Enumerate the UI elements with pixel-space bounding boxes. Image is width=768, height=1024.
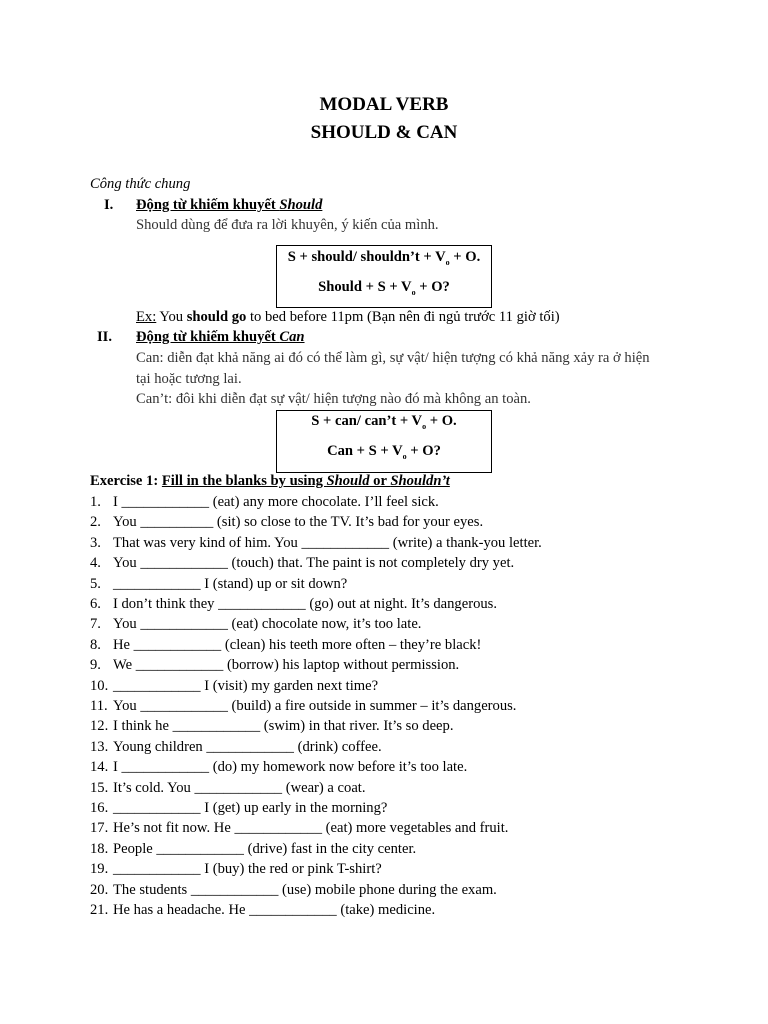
can-formula-box [276, 410, 492, 473]
should-formula-affirmative: S + should/ shouldn’t + $V_o + O$. [287, 249, 481, 267]
section-2-heading: Động từ khiếm khuyết Can [136, 329, 305, 345]
exercise-item-text: You __________ (sit) so close to the TV. It’s bad for your eyes. [113, 514, 484, 531]
section-2-description-line-2: tại hoặc tương lai. [136, 371, 242, 387]
should-formula-box [276, 245, 492, 308]
section-1-heading: Động từ khiếm khuyết Should [136, 197, 323, 213]
section-1-description: Should dùng để đưa ra lời khuyên, ý kiến của mình. [136, 217, 439, 233]
exercise-item-number: 16. [90, 800, 109, 816]
exercise-item-text: ____________ I (visit) my garden next time? [113, 677, 379, 694]
exercise-item [0, 615, 768, 635]
exercise-item [0, 697, 768, 717]
exercise-item-text: You ____________ (touch) that. The paint is not completely dry yet. [113, 555, 515, 572]
exercise-item-text: The students ____________ (use) mobile phone during the exam. [113, 881, 497, 898]
section-1-number: I. [104, 197, 114, 213]
exercise-item-text: That was very kind of him. You ____________ (write) a thank-you letter. [113, 534, 542, 551]
exercise-item-number: 10. [90, 677, 109, 694]
exercise-item-text: He’s not fit now. He ____________ (eat) more vegetables and fruit. [113, 820, 509, 837]
exercise-item [0, 554, 768, 574]
exercise-item [0, 575, 768, 595]
exercise-item [0, 656, 768, 676]
exercise-item-text: People ____________ (drive) fast in the city center. [113, 840, 417, 857]
page-title-line-1: MODAL VERB [319, 94, 449, 115]
exercise-item-text: I don’t think they ____________ (go) out at night. It’s dangerous. [113, 596, 497, 612]
exercise-item [0, 901, 768, 921]
exercise-item [0, 779, 768, 799]
exercise-item-number: 3. [90, 534, 101, 551]
exercise-item-number: 20. [90, 881, 109, 898]
exercise-item [0, 819, 768, 839]
exercise-item-number: 17. [90, 820, 109, 837]
exercise-item-number: 2. [90, 514, 101, 531]
exercise-item-number: 14. [90, 759, 109, 776]
exercise-item-number: 9. [90, 657, 101, 674]
exercise-item-text: ____________ I (buy) the red or pink T-shirt? [113, 861, 382, 878]
exercise-item [0, 738, 768, 758]
general-formula-heading: Công thức chung [90, 176, 191, 192]
exercise-item-text: He ____________ (clean) his teeth more often – they’re black! [113, 636, 482, 653]
section-2-description-line-1: Can: diễn đạt khả năng ai đó có thể làm gì, sự vật/ hiện tượng có khả năng xảy ra ở hiện [136, 350, 650, 366]
can-formula-affirmative: S + can/ can’t + $V_o + O$. [311, 413, 457, 431]
exercise-item-number: 21. [90, 902, 109, 918]
exercise-item-number: 1. [90, 494, 101, 510]
exercise-item-number: 6. [90, 596, 101, 612]
exercise-heading: Exercise 1: Fill in the blanks by using Should or Shouldn’t [90, 473, 450, 489]
exercise-item-text: I ____________ (do) my homework now before it’s too late. [113, 759, 468, 776]
exercise-item [0, 758, 768, 778]
exercise-item [0, 493, 768, 513]
exercise-item [0, 636, 768, 656]
exercise-item [0, 881, 768, 901]
exercise-item-text: ____________ I (stand) up or sit down? [113, 575, 348, 592]
exercise-item [0, 677, 768, 697]
exercise-item-text: ____________ I (get) up early in the morning? [113, 800, 388, 816]
exercise-item-text: We ____________ (borrow) his laptop without permission. [113, 657, 460, 674]
exercise-item-text: Young children ____________ (drink) coffee. [113, 738, 382, 755]
exercise-item-number: 7. [90, 616, 101, 633]
exercise-item-text: You ____________ (build) a fire outside in summer – it’s dangerous. [113, 698, 517, 714]
exercise-item [0, 717, 768, 737]
exercise-item-text: I ____________ (eat) any more chocolate. I’ll feel sick. [113, 494, 439, 510]
exercise-item-text: It’s cold. You ____________ (wear) a coat. [113, 779, 366, 796]
page-title-line-2: SHOULD & CAN [310, 122, 458, 143]
should-example: Ex: You should go to bed before 11pm (Bạn nên đi ngủ trước 11 giờ tối) [136, 309, 560, 325]
exercise-item-number: 4. [90, 555, 101, 572]
exercise-item-number: 13. [90, 738, 109, 755]
exercise-item-number: 8. [90, 636, 101, 653]
exercise-item [0, 840, 768, 860]
can-formula-question: Can + $S + V_o + O$? [327, 443, 441, 461]
exercise-item [0, 799, 768, 819]
exercise-item [0, 513, 768, 533]
exercise-item-number: 19. [90, 861, 109, 878]
exercise-item [0, 860, 768, 880]
exercise-item [0, 534, 768, 554]
section-2-number: II. [97, 329, 113, 345]
exercise-item [0, 595, 768, 615]
exercise-item-text: You ____________ (eat) chocolate now, it’s too late. [113, 616, 422, 633]
should-formula-question: Should + $S + V_o + O$? [318, 279, 450, 297]
exercise-item-number: 11. [90, 698, 108, 714]
exercise-item-number: 12. [90, 718, 109, 735]
exercise-item-text: He has a headache. He ____________ (take) medicine. [113, 902, 436, 918]
exercise-item-number: 18. [90, 840, 109, 857]
exercise-item-text: I think he ____________ (swim) in that river. It’s so deep. [113, 718, 454, 735]
section-2-description-line-3: Can’t: đôi khi diễn đạt sự vật/ hiện tượng nào đó mà không an toàn. [136, 391, 531, 407]
exercise-item-number: 5. [90, 575, 101, 592]
exercise-item-number: 15. [90, 779, 109, 796]
